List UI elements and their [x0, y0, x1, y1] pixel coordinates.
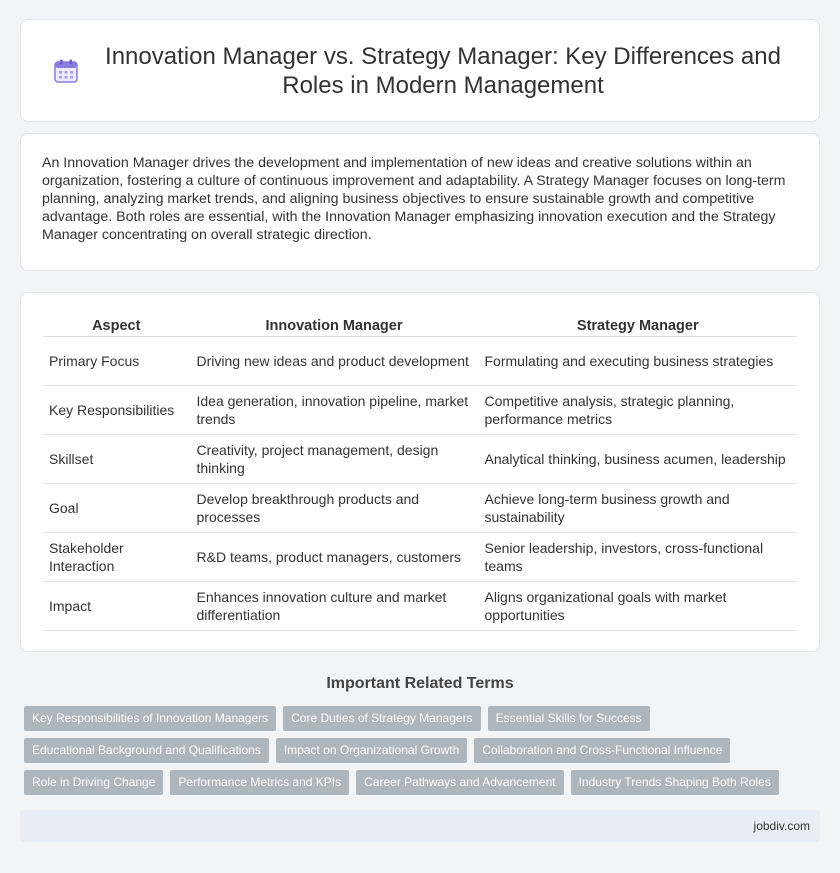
header-innovation-manager: Innovation Manager — [190, 311, 478, 337]
cell-strategy: Aligns organizational goals with market opportunities — [478, 582, 797, 631]
related-terms-tags — [24, 706, 824, 802]
cell-innovation: Develop breakthrough products and processes — [190, 484, 478, 533]
comparison-table — [43, 311, 797, 631]
tag-link[interactable]: Industry Trends Shaping Both Roles — [571, 770, 779, 795]
tag-link[interactable]: Educational Background and Qualifications — [24, 738, 269, 763]
cell-innovation: R&D teams, product managers, customers — [190, 533, 478, 582]
cell-aspect: Key Responsibilities — [43, 386, 190, 435]
tag-link[interactable]: Impact on Organizational Growth — [276, 738, 467, 763]
cell-aspect: Stakeholder Interaction — [43, 533, 190, 582]
header-aspect: Aspect — [43, 311, 190, 337]
table-row — [43, 435, 797, 484]
cell-strategy: Achieve long-term business growth and sustainability — [478, 484, 797, 533]
footer — [20, 810, 820, 842]
intro-paragraph: An Innovation Manager drives the development and implementation of new ideas and creative solutions within an organization, fostering a culture of continuous improvement and adaptability. A Strategy Manager focuses on long-term planning, analyzing market trends, and aligning business objectives to ensure sustainable growth and competitive advantage. Both roles are essential, with the Innovation Manager emphasizing innovation execution and the Strategy Manager concentrating on overall strategic direction. — [42, 155, 786, 243]
tag-row — [24, 706, 824, 731]
title-wrap — [52, 42, 788, 100]
header-strategy-manager: Strategy Manager — [478, 311, 797, 337]
title-card — [20, 19, 820, 122]
cell-innovation: Enhances innovation culture and market differentiation — [190, 582, 478, 631]
related-terms-title: Important Related Terms — [326, 675, 514, 692]
tag-link[interactable]: Collaboration and Cross-Functional Influence — [474, 738, 730, 763]
footer-site-link[interactable]: jobdiv.com — [753, 819, 810, 833]
page-title: Innovation Manager vs. Strategy Manager: Key Differences and Roles in Modern Management — [105, 42, 781, 99]
cell-aspect: Goal — [43, 484, 190, 533]
intro-card — [20, 133, 820, 271]
tag-link[interactable]: Role in Driving Change — [24, 770, 163, 795]
comparison-table-card — [20, 292, 820, 652]
cell-aspect: Impact — [43, 582, 190, 631]
calendar-icon — [52, 57, 80, 85]
cell-aspect: Primary Focus — [43, 337, 190, 386]
tag-link[interactable]: Essential Skills for Success — [488, 706, 650, 731]
tag-link[interactable]: Core Duties of Strategy Managers — [283, 706, 480, 731]
cell-strategy: Analytical thinking, business acumen, leadership — [478, 435, 797, 484]
cell-strategy: Formulating and executing business strategies — [478, 337, 797, 386]
tag-row — [24, 738, 824, 763]
cell-innovation: Idea generation, innovation pipeline, market trends — [190, 386, 478, 435]
table-header-row — [43, 311, 797, 337]
tag-row — [24, 770, 824, 795]
cell-innovation: Creativity, project management, design thinking — [190, 435, 478, 484]
tag-link[interactable]: Career Pathways and Advancement — [356, 770, 563, 795]
cell-innovation: Driving new ideas and product development — [190, 337, 478, 386]
table-row — [43, 582, 797, 631]
table-row — [43, 533, 797, 582]
cell-aspect: Skillset — [43, 435, 190, 484]
table-row — [43, 386, 797, 435]
table-row — [43, 337, 797, 386]
cell-strategy: Senior leadership, investors, cross-functional teams — [478, 533, 797, 582]
cell-strategy: Competitive analysis, strategic planning, performance metrics — [478, 386, 797, 435]
table-row — [43, 484, 797, 533]
tag-link[interactable]: Key Responsibilities of Innovation Managers — [24, 706, 276, 731]
tag-link[interactable]: Performance Metrics and KPIs — [170, 770, 349, 795]
